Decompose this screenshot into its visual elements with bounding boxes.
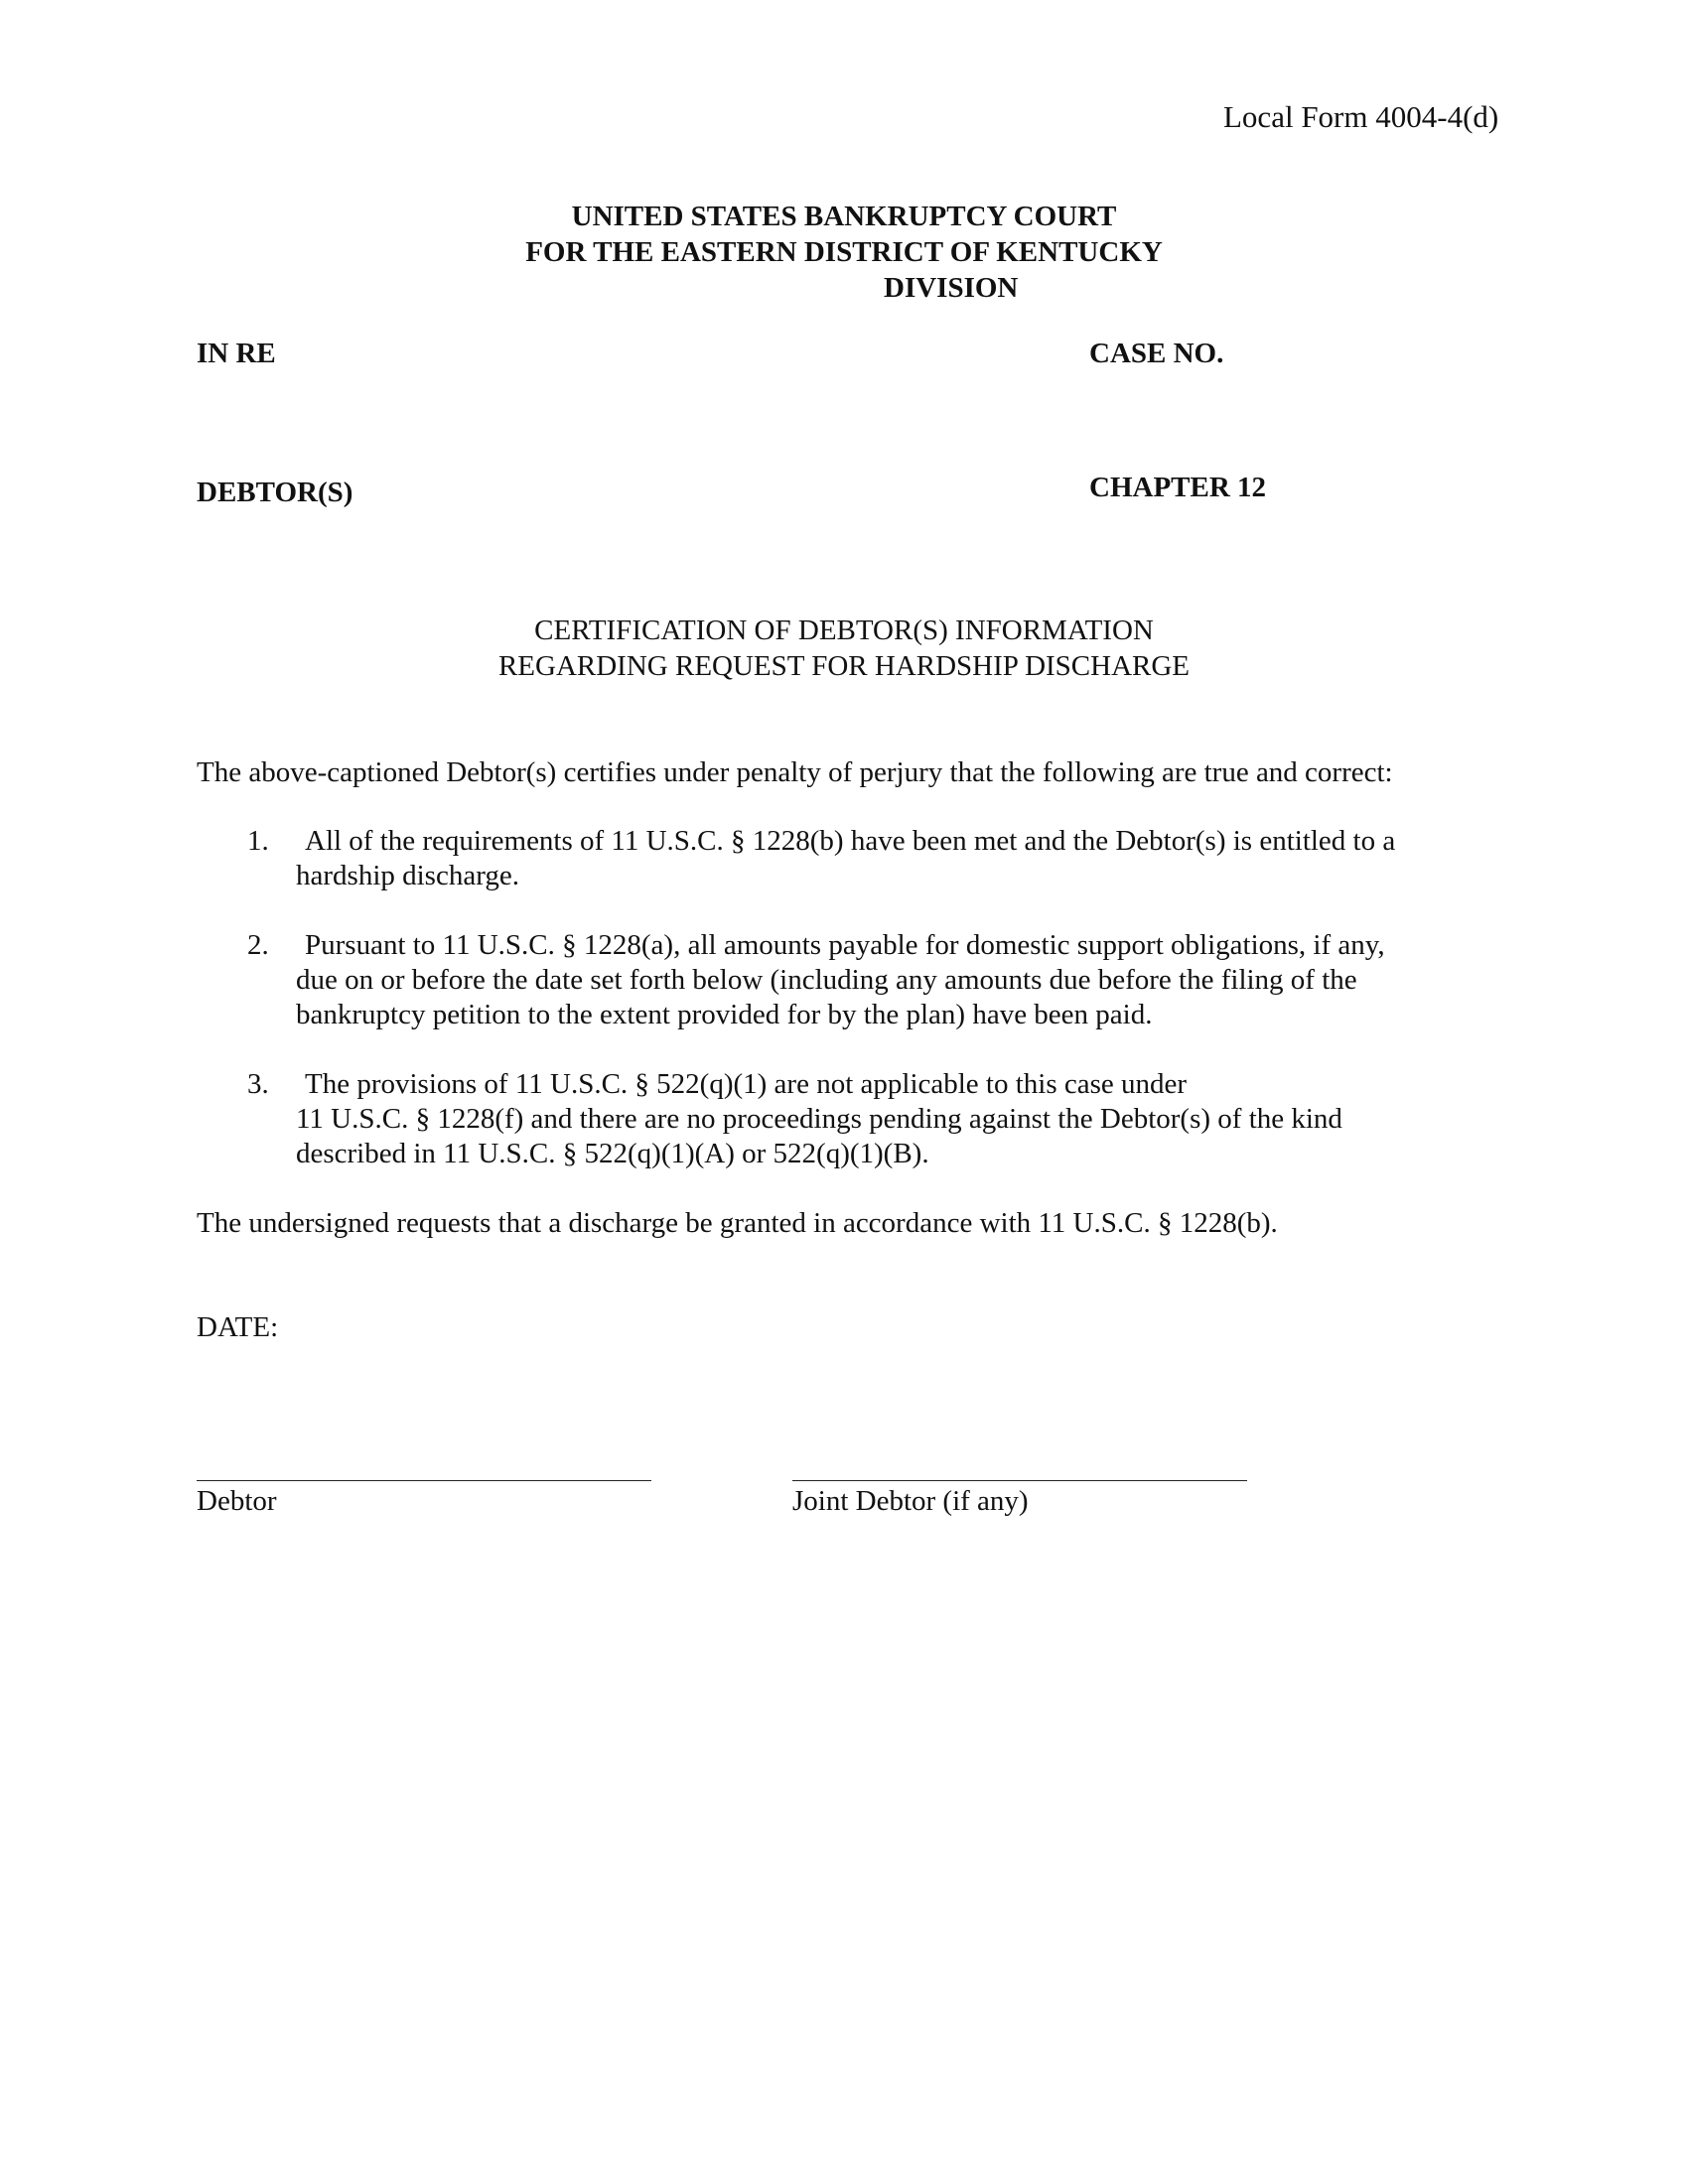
in-re-label: IN RE (197, 338, 276, 369)
item-text-line: due on or before the date set forth below (including any amounts due before the filing of the (296, 964, 1357, 996)
item-number: 1. (247, 825, 269, 857)
court-division: DIVISION (884, 272, 1019, 304)
court-name-line2: FOR THE EASTERN DISTRICT OF KENTUCKY (525, 236, 1163, 268)
item-text-line: bankruptcy petition to the extent provided for by the plan) have been paid. (296, 999, 1153, 1030)
item-number: 3. (247, 1068, 269, 1100)
discharge-request: The undersigned requests that a discharge be granted in accordance with 11 U.S.C. § 1228(b). (197, 1207, 1278, 1239)
item-text-line: described in 11 U.S.C. § 522(q)(1)(A) or 522(q)(1)(B). (296, 1138, 929, 1169)
form-title-line2: REGARDING REQUEST FOR HARDSHIP DISCHARGE (497, 650, 1191, 682)
debtor-signature-label: Debtor (197, 1485, 277, 1517)
form-title-line1: CERTIFICATION OF DEBTOR(S) INFORMATION (534, 614, 1154, 646)
joint-debtor-signature-label: Joint Debtor (if any) (792, 1485, 1029, 1517)
intro-statement: The above-captioned Debtor(s) certifies under penalty of perjury that the following are true and correct: (197, 756, 1393, 788)
joint-debtor-signature-line (792, 1480, 1247, 1481)
date-label: DATE: (197, 1311, 279, 1343)
item-text-line: hardship discharge. (296, 860, 519, 891)
item-text-line: The provisions of 11 U.S.C. § 522(q)(1) are not applicable to this case under (305, 1068, 1188, 1100)
item-number: 2. (247, 929, 269, 961)
item-text-line: 11 U.S.C. § 1228(f) and there are no proceedings pending against the Debtor(s) of the kind (296, 1103, 1342, 1135)
case-no-label: CASE NO. (1089, 338, 1224, 369)
debtor-signature-line (197, 1480, 651, 1481)
court-name-line1: UNITED STATES BANKRUPTCY COURT (571, 201, 1117, 232)
debtors-label: DEBTOR(S) (197, 477, 353, 508)
form-number: Local Form 4004-4(d) (1223, 99, 1499, 134)
item-text-line: Pursuant to 11 U.S.C. § 1228(a), all amounts payable for domestic support obligations, if any, (305, 929, 1385, 961)
item-text-line: All of the requirements of 11 U.S.C. § 1228(b) have been met and the Debtor(s) is entitled to a (305, 825, 1396, 857)
chapter-label: CHAPTER 12 (1089, 472, 1267, 503)
